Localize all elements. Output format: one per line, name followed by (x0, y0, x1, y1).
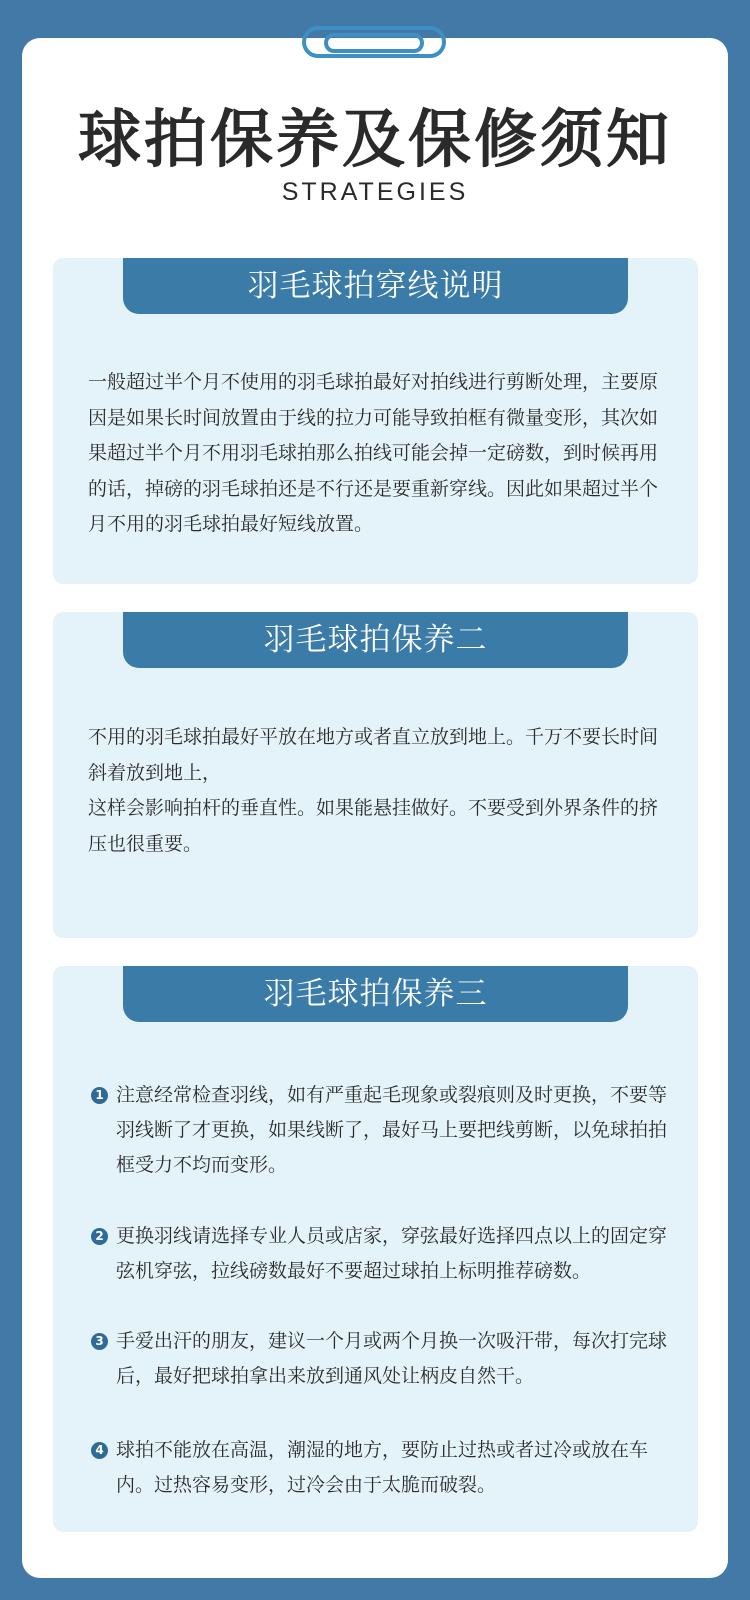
page-subtitle: STRATEGIES (281, 178, 469, 206)
paper-clip-icon (300, 22, 448, 62)
paragraph: 不用的羽毛球拍最好平放在地方或者直立放到地上。千万不要长时间斜着放到地上， (88, 726, 659, 784)
number-badge-icon: 2 (91, 1228, 108, 1245)
section-heading: 羽毛球拍穿线说明 (123, 258, 628, 314)
section-care-2 (53, 612, 698, 938)
section-body (88, 365, 668, 543)
list-item-text: 手爱出汗的朋友，建议一个月或两个月换一次吸汗带，每次打完球后，最好把球拍拿出来放到通风处让柄皮自然干。 (116, 1330, 668, 1387)
number-badge-icon: 4 (91, 1442, 108, 1459)
number-badge-icon: 3 (91, 1333, 108, 1350)
list-item-text: 更换羽线请选择专业人员或店家，穿弦最好选择四点以上的固定穿弦机穿弦，拉线磅数最好不要超过球拍上标明推荐磅数。 (116, 1225, 668, 1282)
number-badge-icon: 1 (91, 1087, 108, 1104)
list-item-text: 注意经常检查羽线，如有严重起毛现象或裂痕则及时更换，不要等羽线断了才更换，如果线断了，最好马上要把线剪断，以免球拍拍框受力不均而变形。 (116, 1084, 668, 1176)
section-care-3 (53, 966, 698, 1532)
list-item (91, 1433, 671, 1503)
section-stringing (53, 258, 698, 584)
list-item (91, 1219, 671, 1289)
section-body (88, 720, 668, 862)
section-heading: 羽毛球拍保养二 (123, 612, 628, 668)
paragraph: 这样会影响拍杆的垂直性。如果能悬挂做好。不要受到外界条件的挤压也很重要。 (88, 797, 659, 855)
list-item-text: 球拍不能放在高温，潮湿的地方，要防止过热或者过冷或放在车内。过热容易变形，过冷会由于太脆而破裂。 (116, 1439, 649, 1496)
section-heading: 羽毛球拍保养三 (123, 966, 628, 1022)
list-item (91, 1078, 671, 1183)
paragraph: 一般超过半个月不使用的羽毛球拍最好对拍线进行剪断处理，主要原因是如果长时间放置由于线的拉力可能导致拍框有微量变形，其次如果超过半个月不用羽毛球拍那么拍线可能会掉一定磅数，到时候再用的话，掉磅的羽毛球拍还是不行还是要重新穿线。因此如果超过半个月不用的羽毛球拍最好短线放置。 (88, 371, 659, 535)
page-title: 球拍保养及保修须知 (78, 103, 672, 176)
list-item (91, 1324, 671, 1394)
